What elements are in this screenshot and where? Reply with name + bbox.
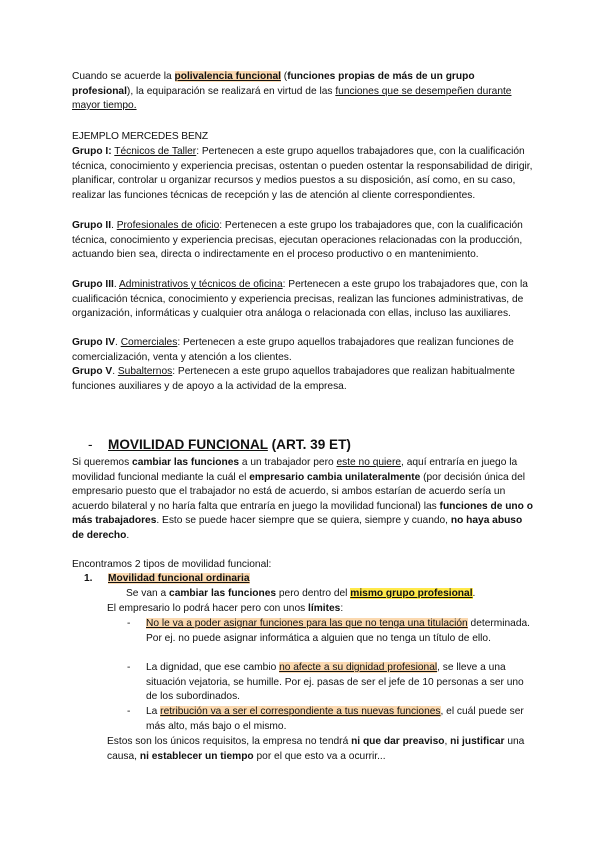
para-text: a un trabajador pero [239,457,337,468]
intro-bold: funciones propias de más de un grupo profesional [72,71,475,97]
group-label: Grupo II [72,220,112,231]
section-ref: (ART. 39 ET) [267,437,351,452]
bullet-pre: La dignidad, que ese cambio [146,662,280,673]
bullet-highlight: No le va a poder asignar funciones para las que no tenga una titulación [146,618,468,629]
bullet-text [146,661,532,705]
list-item-1 [84,572,534,587]
ordinaria-text: pero dentro del [276,588,351,599]
group-name: Profesionales de oficio [116,220,220,231]
group-text: : Pertenecen a este grupo aquellos trabajadores que, con la cualificación técnica, conocimiento y experiencia precisas, ostentan o pueden ostentar la responsabilidad de dirigir, planificar, controlar u organizar recursos y medios puestos a su disposición, así como, en su caso, realizar las funciones técnicas de recepción y las de atención al cliente correspondientes. [72,146,533,201]
group-label: Grupo IV [72,337,116,348]
group-text: : Pertenecen a este grupo los trabajadores que, con la cualificación técnica, conocimiento y experiencia precisas, realizan las funciones administrativas, de organización, informáticas y cualquier otra análoga o relacionada con ellas, incluso las auxiliares. [72,279,528,320]
group-1 [72,145,534,203]
limites-bold: límites [308,603,341,614]
bullet-highlight: retribución va a ser el correspondiente a tus nuevas funciones [160,706,441,717]
section-heading [88,436,538,454]
ordinaria-text: El empresario lo podrá hacer pero con unos [107,603,309,614]
ordinaria-line-1 [126,587,556,602]
para-text: . Esto se puede hacer siempre que se quiera, siempre y cuando, [156,515,451,527]
ordinaria-text: Se van a [126,588,170,599]
ordinaria-title: Movilidad funcional ordinaria [108,573,250,584]
group-label: Grupo V [72,366,113,377]
bullet-dash: - [127,662,131,673]
polivalencia-highlight: polivalencia funcional [174,71,281,82]
bullet-text [146,617,532,646]
intro-text: ( [280,71,288,82]
para-text: . [126,529,130,541]
closing-text: Estos son los únicos requisitos, la empresa no tendrá [107,736,352,747]
closing-bold: ni justificar [450,736,505,747]
section-dash: - [88,437,93,452]
para-bold: no haya abuso de derecho [72,515,523,541]
group-name: Técnicos de Taller [114,146,197,157]
closing-bold: ni que dar preaviso [351,736,445,747]
section-title: MOVILIDAD FUNCIONAL [108,437,268,452]
intro-text: Cuando se acuerde la [72,71,175,82]
para-text: Si queremos [72,457,133,468]
para-text: , aquí entraría en juego la movilidad funcional mediante la cuál el [72,457,518,483]
intro-text: ), la equiparación se realizará en virtud de las [126,85,336,97]
bullet-dash: - [127,618,131,629]
group-name: Subalternos [117,366,173,377]
para-underline: este no quiere [336,457,402,468]
ordinaria-text: : [340,603,344,614]
closing-text: una causa, [107,736,525,762]
closing-paragraph [107,735,537,764]
intro-underline: funciones que se desempeñen durante mayor tiempo. [72,85,512,112]
ordinaria-text: . [472,588,476,599]
list-number: 1. [84,573,93,584]
limit-bullet-1 [127,617,532,646]
example-title: EJEMPLO MERCEDES BENZ [72,131,209,142]
bullet-rest: , el cuál puede ser más alto, más bajo o el mismo. [146,706,524,732]
group-4: Grupo IV. Comerciales: Pertenecen a este grupo aquellos trabajadores que realizan funciones de comercialización, venta y atención a los clientes. [72,337,514,363]
group-text: : Pertenecen a este grupo aquellos trabajadores que realizan habitualmente funciones auxiliares y de apoyo a la actividad de la empresa. [72,366,515,392]
group-label: Grupo I: [72,146,112,157]
group-text: : Pertenecen a este grupo los trabajadores que, con la cualificación técnica, conocimiento y experiencia precisas, ejecutan operaciones relacionadas con la producción, actuando bien sea, directa o indirectamente en el proceso productivo o en mantenimiento. [72,220,523,261]
para-bold: empresario cambia unilateralmente [249,471,421,483]
closing-bold: ni establecer un tiempo [139,750,254,762]
para-text: (por decisión única del empresario puesto que el trabajador no está de acuerdo, si ambos estarían de acuerdo sería un acuerdo bilateral y no haría falta que entraría en juego la movilidad funcional) las [72,471,526,512]
ordinaria-line-2 [107,602,537,617]
group-2: Grupo II. Profesionales de oficio: Pertenecen a este grupo los trabajadores que, con la cualificación técnica, conocimiento y experiencia precisas, ejecutan operaciones relacionadas con la producción, actuando bien sea, directa o indirectamente en el proceso productivo o en mantenimiento. [72,220,523,261]
group-name: Comerciales [120,337,178,348]
grupo-highlight: mismo grupo profesional [350,588,473,599]
closing-text: , [444,736,451,747]
closing-text: por el que esto va a ocurrir... [253,750,386,762]
bullet-highlight: no afecte a su dignidad profesional [279,662,438,673]
movilidad-paragraph [72,456,534,544]
limit-bullet-3 [127,705,532,734]
ordinaria-bold: cambiar las funciones [169,588,277,599]
bullet-text [146,705,532,734]
group-5: Grupo V. Subalternos: Pertenecen a este grupo aquellos trabajadores que realizan habitualmente funciones auxiliares y de apoyo a la actividad de la empresa. [72,366,515,392]
bullet-dash: - [127,706,131,717]
bullet-rest: determinada. Por ej. no puede asignar informática a alguien que no tenga un título de ello. [146,618,530,644]
bullet-rest: , se lleve a una situación vejatoria, se humille. Por ej. pasas de ser el jefe de 10 personas a ser uno de los subordinados. [146,662,524,703]
limit-bullet-2 [127,661,532,705]
group-name: Administrativos y técnicos de oficina [119,279,283,290]
intro-paragraph [72,70,534,114]
para-bold: funciones de uno o más trabajadores [72,500,533,527]
bullet-pre: La [146,706,161,717]
group-label: Grupo III [72,279,114,290]
para-bold: cambiar las funciones [132,457,240,468]
types-intro: Encontramos 2 tipos de movilidad funcional: [72,559,272,570]
group-text: : Pertenecen a este grupo aquellos trabajadores que realizan funciones de comercialización, venta y atención a los clientes. [72,337,514,363]
group-3: Grupo III. Administrativos y técnicos de oficina: Pertenecen a este grupo los trabajadores que, con la cualificación técnica, conocimiento y experiencia precisas, realizan las funciones administrativas, de organización, informáticas y cualquier otra análoga o relacionada con ellas, incluso las auxiliares. [72,279,528,320]
